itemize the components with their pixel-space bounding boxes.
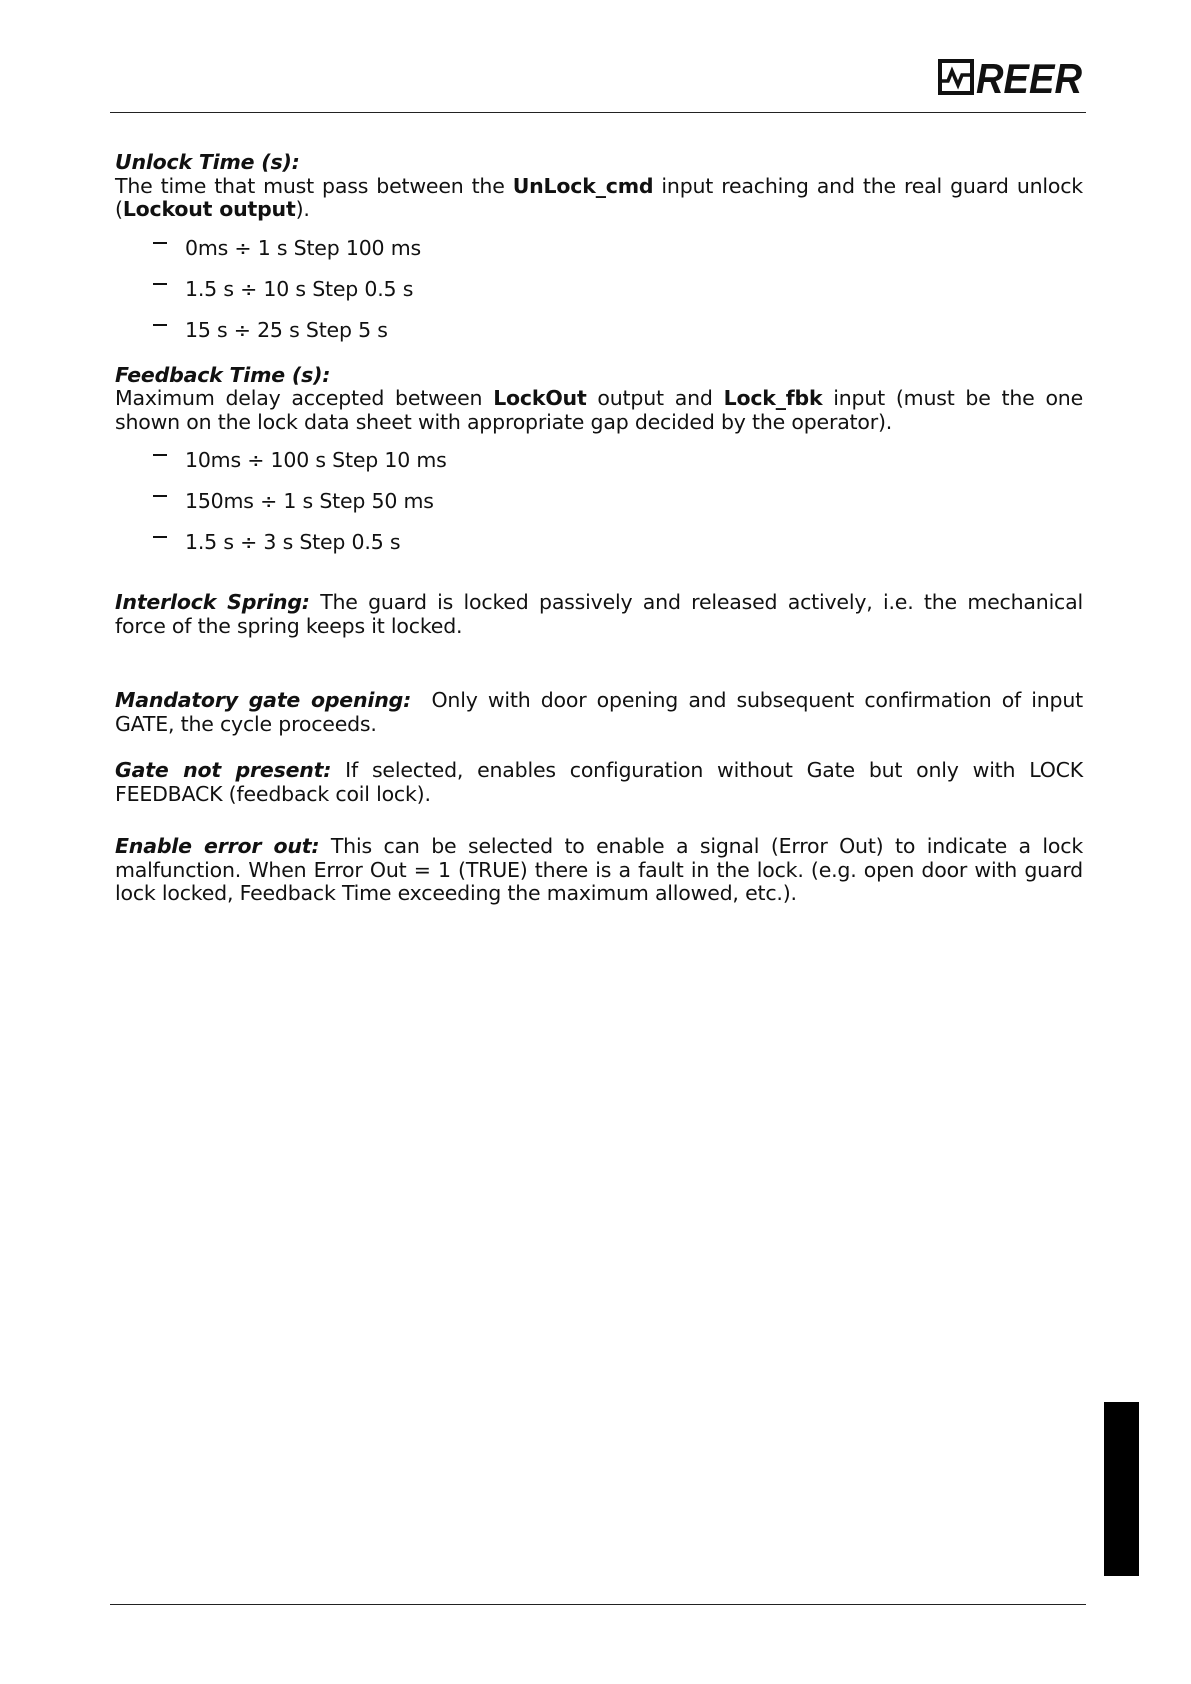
list-item-text: 1.5 s ÷ 3 s Step 0.5 s: [185, 530, 401, 554]
section-feedback-time: [115, 364, 1083, 564]
step-list: [115, 228, 1083, 351]
list-item: [115, 310, 1083, 351]
text-run: The time that must pass between the: [115, 173, 513, 198]
section-heading: Feedback Time (s):: [115, 362, 331, 387]
dash-bullet-icon: [153, 242, 167, 244]
bold-term: LockOut: [493, 386, 587, 410]
section-heading: Gate not present:: [115, 758, 332, 782]
list-item-text: 15 s ÷ 25 s Step 5 s: [185, 317, 388, 342]
list-item: [115, 269, 1083, 310]
list-item: [115, 481, 1083, 522]
dash-bullet-icon: [153, 324, 167, 326]
bold-term: Lock_fbk: [723, 386, 823, 410]
footer-divider: [110, 1604, 1086, 1605]
section-enable-error-out: [115, 835, 1083, 906]
dash-bullet-icon: [153, 454, 167, 456]
list-item: [115, 228, 1083, 269]
text-run: output and: [586, 386, 724, 410]
section-heading: Unlock Time (s):: [115, 150, 300, 174]
logo-mark-icon: [940, 61, 972, 93]
section-heading: Enable error out:: [115, 834, 320, 858]
text-run: ).: [295, 197, 310, 221]
reer-logo: [938, 53, 1086, 101]
section-mandatory-gate: [115, 688, 1090, 736]
header-divider: [110, 112, 1086, 113]
bold-term: Lockout output: [122, 197, 296, 221]
section-paragraph: [115, 387, 1083, 434]
section-paragraph: [115, 175, 1083, 222]
text-run: If selected, enables configuration without Gate but only with LOCK FEEDBACK (feedback coil lock).: [115, 758, 1084, 806]
text-run: Only with door opening and subsequent confirmation of input GATE, the cycle proceeds.: [115, 688, 1090, 736]
list-item: [115, 440, 1083, 481]
text-run: This can be selected to enable a signal (Error Out) to indicate a lock malfunction. When Error Out = 1 (TRUE) there is a fault in the lock. (e.g. open door with guard lock locked, Feedback Time exceeding the maximum allowed, etc.).: [115, 834, 1083, 905]
section-heading: Interlock Spring:: [115, 590, 310, 614]
document-body: [115, 150, 1090, 906]
text-run: input reaching and the real guard unlock (: [115, 173, 1083, 221]
section-heading: Mandatory gate opening:: [115, 688, 412, 712]
list-item: [115, 522, 1083, 563]
section-unlock-time: [115, 151, 1083, 351]
dash-bullet-icon: [153, 495, 167, 497]
bold-term: UnLock_cmd: [512, 173, 654, 198]
list-item-text: 10ms ÷ 100 s Step 10 ms: [185, 448, 447, 472]
logo-wordmark: REER: [976, 55, 1083, 101]
dash-bullet-icon: [153, 536, 167, 538]
dash-bullet-icon: [153, 283, 167, 285]
step-list: [115, 440, 1083, 563]
list-item-text: 150ms ÷ 1 s Step 50 ms: [185, 489, 434, 513]
text-run: input (must be the one shown on the lock data sheet with appropriate gap decided by the operator).: [115, 386, 1084, 434]
section-gate-not-present: [115, 759, 1083, 806]
list-item-text: 0ms ÷ 1 s Step 100 ms: [185, 235, 421, 260]
text-run: Maximum delay accepted between: [115, 386, 494, 410]
text-run: The guard is locked passively and released actively, i.e. the mechanical force of the spring keeps it locked.: [115, 590, 1083, 638]
section-interlock-spring: [115, 591, 1083, 638]
list-item-text: 1.5 s ÷ 10 s Step 0.5 s: [185, 276, 414, 301]
side-thumb-tab: [1104, 1402, 1139, 1576]
